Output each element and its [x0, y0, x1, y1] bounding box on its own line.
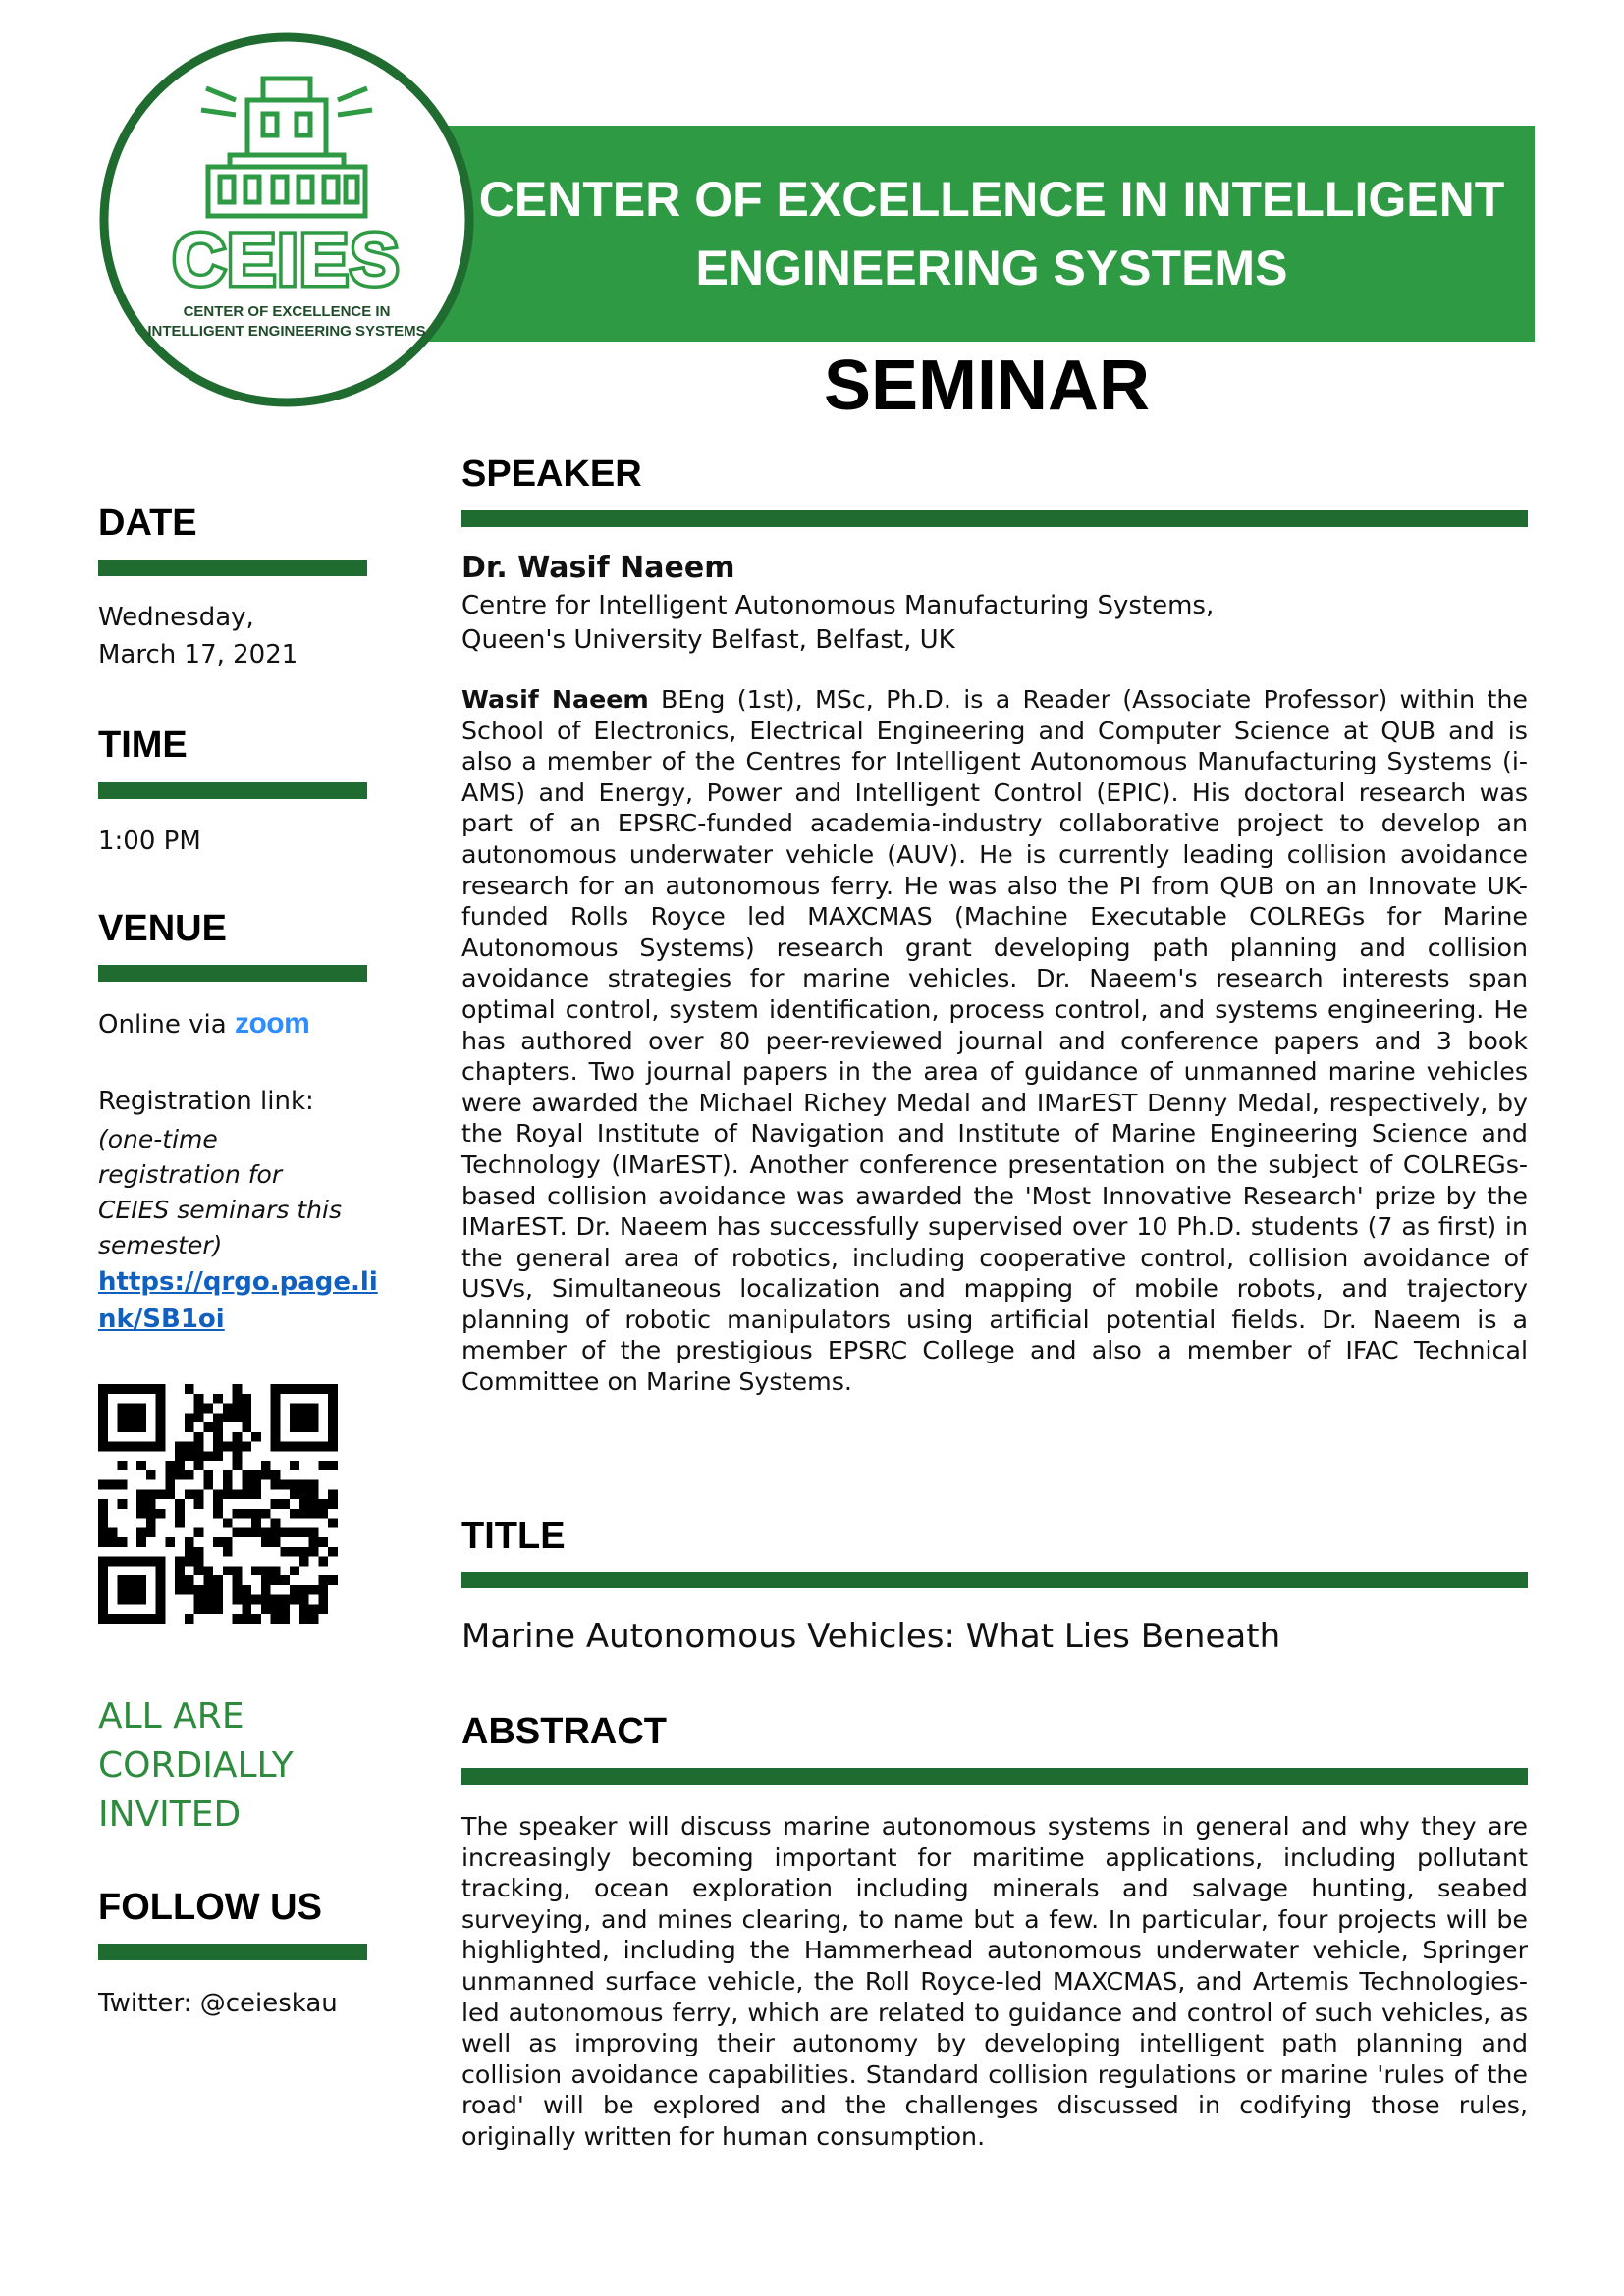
- bio-text: BEng (1st), MSc, Ph.D. is a Reader (Associate Professor) within the School of Electronics, Electrical Engineering and Computer Science at QUB and is also a member of the Centres for Intelligent Autonomous Manufacturing Systems (i-AMS) and Energy, Power and Intelligent Control (EPIC). His doctoral research was part of an EPSRC-funded academia-industry collaborative project to develop an autonomous underwater vehicle (AUV). He is currently leading collision avoidance research for an autonomous ferry. He was also the PI from QUB on an Innovate UK-funded Rolls Royce led MAXCMAS (Machine Executable COLREGs for Marine Autonomous Systems) research grant developing path planning and collision avoidance strategies for marine vehicles. Dr. Naeem's research interests span optimal control, system identification, process control, and systems engineering. He has authored over 80 peer-reviewed journal and conference papers and 3 book chapters. Two journal papers in the area of guidance of unmanned marine vehicles were awarded the Michael Richey Medal and IMarEST Denny Medal, respectively, by the Royal Institute of Navigation and Institute of Marine Engineering Science and Technology (IMarEST). Another conference presentation on the subject of COLREGs-based collision avoidance was awarded the 'Most Innovative Research' prize by the IMarEST. Dr. Naeem has successfully supervised over 10 Ph.D. students (7 as first) in the general area of robotics, including cooperative control, collision avoidance of USVs, Simultaneous localization and mapping of mobile robots, and trajectory planning of robotic manipulators using artificial potential fields. Dr. Naeem is a member of the prestigious EPSRC College and also a member of IFAC Technical Committee on Marine Systems.: [461, 685, 1528, 1397]
- speaker-divider: [461, 510, 1528, 527]
- title-divider: [461, 1572, 1528, 1588]
- bio-name: Wasif Naeem: [461, 685, 649, 714]
- twitter-handle[interactable]: Twitter: @ceieskau: [98, 1989, 338, 2018]
- registration-label: Registration link:: [98, 1087, 314, 1116]
- time-heading: TIME: [98, 724, 188, 766]
- time-divider: [98, 782, 367, 799]
- banner-line-1: CENTER OF EXCELLENCE IN INTELLIGENT: [478, 172, 1505, 227]
- registration-note: [98, 1122, 342, 1263]
- speaker-affiliation: [461, 589, 1214, 658]
- abstract-divider: [461, 1768, 1528, 1785]
- talk-title: Marine Autonomous Vehicles: What Lies Beneath: [461, 1617, 1281, 1656]
- registration-note-line: CEIES seminars this: [98, 1196, 342, 1224]
- invite-line: CORDIALLY: [98, 1745, 294, 1786]
- follow-divider: [98, 1944, 367, 1960]
- speaker-bio: [461, 684, 1528, 1398]
- venue-heading: VENUE: [98, 908, 227, 949]
- date-heading: DATE: [98, 503, 197, 544]
- venue-value: [98, 1005, 309, 1043]
- title-heading: TITLE: [461, 1516, 566, 1557]
- logo-line-2: INTELLIGENT ENGINEERING SYSTEMS: [147, 323, 426, 340]
- date-line-1: Wednesday,: [98, 603, 254, 632]
- logo-acronym: CEIES: [172, 219, 402, 300]
- zoom-logo: zoom: [234, 1007, 310, 1040]
- invite-line: ALL ARE: [98, 1696, 244, 1736]
- registration-note-line: registration for: [98, 1160, 283, 1189]
- speaker-heading: SPEAKER: [461, 454, 642, 495]
- time-value: 1:00 PM: [98, 827, 201, 856]
- date-divider: [98, 560, 367, 576]
- registration-note-line: semester): [98, 1231, 223, 1259]
- speaker-name: Dr. Wasif Naeem: [461, 551, 735, 585]
- abstract-text: The speaker will discuss marine autonomous systems in general and why they are increasingly becoming important for maritime applications, including pollutant tracking, ocean exploration including minerals and salvage hunting, seabed surveying, and mines clearing, to name but a few. In particular, four projects will be highlighted, including the Hammerhead autonomous underwater vehicle, Springer unmanned surface vehicle, the Roll Royce-led MAXCMAS, and Artemis Technologies-led autonomous ferry, which are related to guidance and control of such vehicles, as well as improving their autonomy by developing intelligent path planning and collision avoidance capabilities. Standard collision regulations or marine 'rules of the road' will be explored and the challenges discussed in codifying those rules, originally written for human consumption.: [461, 1812, 1528, 2151]
- affiliation-line-2: Queen's University Belfast, Belfast, UK: [461, 625, 955, 655]
- registration-link[interactable]: [98, 1263, 378, 1338]
- registration-link-line[interactable]: https://qrgo.page.li: [98, 1267, 378, 1297]
- qr-code-icon[interactable]: [98, 1384, 338, 1624]
- abstract-heading: ABSTRACT: [461, 1711, 667, 1752]
- seminar-title: SEMINAR: [823, 347, 1150, 425]
- date-line-2: March 17, 2021: [98, 640, 298, 669]
- venue-divider: [98, 965, 367, 982]
- registration-link-line[interactable]: nk/SB1oi: [98, 1305, 225, 1334]
- date-value: [98, 599, 298, 673]
- ceies-logo: [98, 31, 475, 408]
- follow-heading: FOLLOW US: [98, 1887, 322, 1928]
- affiliation-line-1: Centre for Intelligent Autonomous Manufacturing Systems,: [461, 591, 1215, 620]
- logo-line-1: CENTER OF EXCELLENCE IN: [183, 303, 391, 320]
- invite-text: [98, 1692, 294, 1840]
- center-name: [452, 165, 1532, 302]
- venue-prefix: Online via: [98, 1010, 227, 1040]
- invite-line: INVITED: [98, 1794, 242, 1835]
- banner-line-2: ENGINEERING SYSTEMS: [695, 240, 1288, 295]
- registration-note-line: (one-time: [98, 1125, 218, 1153]
